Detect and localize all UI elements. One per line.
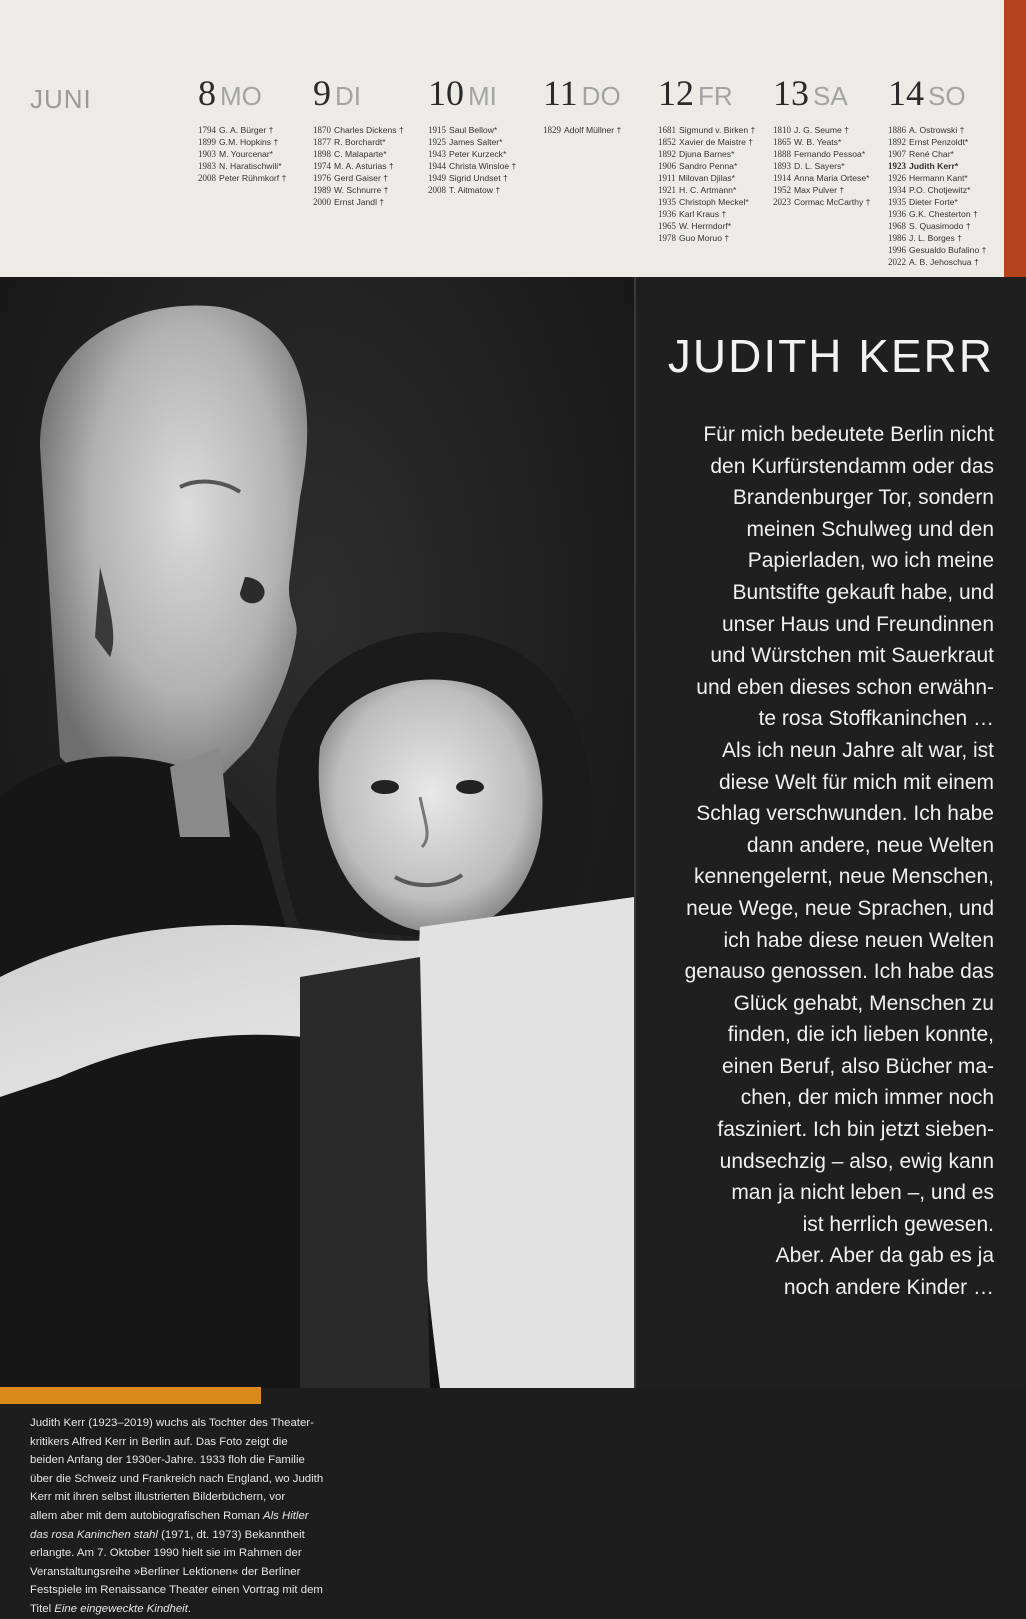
entry-year: 1978 bbox=[658, 233, 676, 243]
quote-line: genauso genossen. Ich habe das bbox=[684, 960, 994, 984]
day-name: DI bbox=[335, 81, 361, 111]
quote-line: Glück gehabt, Menschen zu bbox=[733, 991, 994, 1015]
entry-year: 1915 bbox=[428, 125, 446, 135]
quote-line: dann andere, neue Welten bbox=[746, 833, 994, 857]
entry-year: 1870 bbox=[313, 125, 331, 135]
quote-panel bbox=[636, 277, 1026, 1388]
caption-line: erlangte. Am 7. Oktober 1990 hielt sie im Rahmen der bbox=[30, 1547, 302, 1560]
calendar-header bbox=[0, 0, 1004, 277]
anniversary-entry bbox=[888, 124, 1003, 136]
anniversary-entry bbox=[658, 124, 773, 136]
anniversary-entry bbox=[773, 184, 888, 196]
entry-year: 1965 bbox=[658, 221, 676, 231]
anniversary-list bbox=[773, 124, 888, 208]
entry-name: Charles Dickens † bbox=[334, 125, 404, 135]
anniversary-entry bbox=[888, 208, 1003, 220]
anniversary-entry bbox=[658, 220, 773, 232]
quote-line: Buntstifte gekauft habe, und bbox=[732, 580, 994, 604]
quote-line: undsechzig – also, ewig kann bbox=[719, 1149, 994, 1173]
day-name: SA bbox=[813, 81, 848, 111]
entry-name: Milovan Djilas* bbox=[678, 173, 736, 183]
book-title: Als Hitler bbox=[263, 1509, 309, 1522]
day-name: MO bbox=[220, 81, 262, 111]
anniversary-entry bbox=[428, 124, 543, 136]
day-number: 13 bbox=[773, 73, 809, 113]
month-label: JUNI bbox=[30, 84, 92, 114]
day-column bbox=[773, 72, 888, 208]
entry-year: 1888 bbox=[773, 149, 791, 159]
caption-line: Festspiele im Renaissance Theater einen Vortrag mit dem bbox=[30, 1584, 323, 1597]
day-number: 11 bbox=[543, 73, 578, 113]
quote-line: Für mich bedeutete Berlin nicht bbox=[703, 423, 994, 446]
quote-line: den Kurfürstendamm oder das bbox=[710, 454, 994, 478]
anniversary-entry bbox=[773, 172, 888, 184]
caption-line: beiden Anfang der 1930er-Jahre. 1933 floh die Familie bbox=[30, 1454, 305, 1467]
entry-name: W. B. Yeats* bbox=[794, 137, 842, 147]
anniversary-entry bbox=[658, 232, 773, 244]
entry-year: 1903 bbox=[198, 149, 216, 159]
anniversary-entry bbox=[428, 160, 543, 172]
entry-year: 1898 bbox=[313, 149, 331, 159]
entry-year: 1865 bbox=[773, 137, 791, 147]
caption-text: (1971, dt. 1973) Bekanntheit bbox=[157, 1528, 305, 1541]
anniversary-entry bbox=[658, 148, 773, 160]
anniversary-entry bbox=[888, 232, 1003, 244]
caption-line bbox=[30, 1507, 375, 1526]
entry-name: Karl Kraus † bbox=[679, 209, 727, 219]
entry-name: Peter Kurzeck* bbox=[449, 149, 507, 159]
entry-name: C. Malaparte* bbox=[334, 149, 387, 159]
entry-year: 1986 bbox=[888, 233, 906, 243]
entry-name: Max Pulver † bbox=[794, 185, 845, 195]
anniversary-list bbox=[888, 124, 1003, 268]
day-name: SO bbox=[928, 81, 966, 111]
day-number: 9 bbox=[313, 73, 331, 113]
entry-year: 1926 bbox=[888, 173, 906, 183]
entry-year: 1976 bbox=[313, 173, 331, 183]
day-number: 10 bbox=[428, 73, 464, 113]
anniversary-entry bbox=[428, 136, 543, 148]
anniversary-entry bbox=[888, 148, 1003, 160]
quote-line: einen Beruf, also Bücher ma- bbox=[722, 1054, 994, 1078]
day-column bbox=[888, 72, 1003, 268]
day-column bbox=[198, 72, 313, 184]
entry-name: Judith Kerr* bbox=[909, 161, 959, 171]
anniversary-entry bbox=[773, 196, 888, 208]
anniversary-entry bbox=[773, 160, 888, 172]
quote-line: chen, der mich immer noch bbox=[740, 1086, 994, 1110]
anniversary-entry bbox=[428, 148, 543, 160]
entry-name: M. Yourcenar* bbox=[219, 149, 273, 159]
quote-text bbox=[649, 419, 994, 1304]
entry-name: Djuna Barnes* bbox=[679, 149, 735, 159]
quote-line: kennengelernt, neue Menschen, bbox=[693, 865, 994, 889]
entry-name: Ernst Jandl † bbox=[334, 197, 385, 207]
day-column bbox=[658, 72, 773, 244]
entry-name: W. Herrndorf* bbox=[679, 221, 732, 231]
anniversary-entry bbox=[198, 136, 313, 148]
entry-name: Christa Winsloe † bbox=[449, 161, 517, 171]
entry-name: G.M. Hopkins † bbox=[219, 137, 279, 147]
anniversary-list bbox=[313, 124, 428, 208]
entry-name: T. Aitmatow † bbox=[449, 185, 501, 195]
entry-year: 1996 bbox=[888, 245, 906, 255]
entry-year: 1925 bbox=[428, 137, 446, 147]
entry-name: Adolf Müllner † bbox=[564, 125, 622, 135]
anniversary-entry bbox=[313, 160, 428, 172]
photo-illustration bbox=[0, 277, 634, 1388]
entry-name: Christoph Meckel* bbox=[679, 197, 749, 207]
entry-year: 1877 bbox=[313, 137, 331, 147]
day-header bbox=[888, 72, 1003, 116]
anniversary-entry bbox=[313, 148, 428, 160]
quote-line: meinen Schulweg und den bbox=[746, 517, 994, 541]
entry-year: 1906 bbox=[658, 161, 676, 171]
entry-name: P.O. Chotjewitz* bbox=[909, 185, 971, 195]
anniversary-entry bbox=[658, 196, 773, 208]
entry-name: A. B. Jehoschua † bbox=[909, 257, 979, 267]
entry-name: J. L. Borges † bbox=[909, 233, 963, 243]
day-name: FR bbox=[698, 81, 733, 111]
entry-name: Sigrid Undset † bbox=[449, 173, 508, 183]
entry-name: J. G. Seume † bbox=[794, 125, 849, 135]
quote-line: Als ich neun Jahre alt war, ist bbox=[722, 738, 994, 762]
entry-year: 1681 bbox=[658, 125, 676, 135]
entry-year: 1893 bbox=[773, 161, 791, 171]
quote-line: diese Welt für mich mit einem bbox=[718, 770, 994, 794]
entry-name: Sandro Penna* bbox=[679, 161, 738, 171]
entry-year: 1949 bbox=[428, 173, 446, 183]
anniversary-entry bbox=[313, 136, 428, 148]
entry-year: 1907 bbox=[888, 149, 906, 159]
quote-line: Aber. Aber da gab es ja bbox=[775, 1244, 994, 1268]
entry-name: N. Haratischwili* bbox=[219, 161, 282, 171]
entry-name: G.K. Chesterton † bbox=[909, 209, 978, 219]
anniversary-entry bbox=[198, 160, 313, 172]
anniversary-entry bbox=[888, 136, 1003, 148]
entry-name: René Char* bbox=[909, 149, 954, 159]
anniversary-entry bbox=[428, 172, 543, 184]
day-header bbox=[198, 72, 313, 116]
photo-father-and-daughter bbox=[0, 277, 634, 1615]
entry-year: 1886 bbox=[888, 125, 906, 135]
entry-year: 1892 bbox=[658, 149, 676, 159]
anniversary-entry bbox=[198, 172, 313, 184]
anniversary-list bbox=[658, 124, 773, 244]
day-header bbox=[773, 72, 888, 116]
caption-line bbox=[30, 1526, 375, 1545]
entry-year: 2008 bbox=[428, 185, 446, 195]
entry-year: 1989 bbox=[313, 185, 331, 195]
anniversary-entry bbox=[888, 220, 1003, 232]
entry-name: Guo Moruo † bbox=[679, 233, 730, 243]
entry-name: W. Schnurre † bbox=[334, 185, 389, 195]
anniversary-entry bbox=[543, 124, 658, 136]
anniversary-entry bbox=[198, 124, 313, 136]
anniversary-list bbox=[543, 124, 658, 136]
anniversary-entry bbox=[888, 184, 1003, 196]
entry-name: Fernando Pessoa* bbox=[794, 149, 866, 159]
anniversary-entry bbox=[658, 208, 773, 220]
quote-line: ich habe diese neuen Welten bbox=[723, 928, 994, 952]
anniversary-entry bbox=[888, 256, 1003, 268]
caption-text: allem aber mit dem autobiografischen Roman bbox=[30, 1509, 263, 1522]
quote-line: ist herrlich gewesen. bbox=[802, 1212, 994, 1236]
caption-line: Kerr mit ihren selbst illustrierten Bilderbüchern, vor bbox=[30, 1491, 286, 1504]
entry-name: Dieter Forte* bbox=[909, 197, 958, 207]
day-header bbox=[428, 72, 543, 116]
caption-text: Titel bbox=[30, 1602, 55, 1615]
entry-name: Gesualdo Bufalino † bbox=[909, 245, 987, 255]
entry-name: Ernst Penzoldt* bbox=[909, 137, 969, 147]
caption-line: Judith Kerr (1923–2019) wuchs als Tochter des Theater- bbox=[30, 1417, 314, 1429]
entry-name: H. C. Artmann* bbox=[679, 185, 737, 195]
entry-year: 1810 bbox=[773, 125, 791, 135]
anniversary-entry bbox=[888, 160, 1003, 172]
entry-year: 2022 bbox=[888, 257, 906, 267]
day-column bbox=[543, 72, 658, 136]
entry-name: Hermann Kant* bbox=[909, 173, 968, 183]
entry-year: 2008 bbox=[198, 173, 216, 183]
anniversary-list bbox=[198, 124, 313, 184]
anniversary-entry bbox=[313, 184, 428, 196]
entry-year: 1829 bbox=[543, 125, 561, 135]
anniversary-entry bbox=[313, 196, 428, 208]
day-number: 8 bbox=[198, 73, 216, 113]
quote-line: Brandenburger Tor, sondern bbox=[732, 486, 994, 510]
entry-year: 1794 bbox=[198, 125, 216, 135]
entry-year: 1952 bbox=[773, 185, 791, 195]
entry-name: Peter Rühmkorf † bbox=[219, 173, 287, 183]
day-header bbox=[658, 72, 773, 116]
day-name: MI bbox=[468, 81, 497, 111]
quote-line: neue Wege, neue Sprachen, und bbox=[686, 896, 994, 920]
quote-line: und Würstchen mit Sauerkraut bbox=[710, 644, 994, 668]
anniversary-entry bbox=[313, 124, 428, 136]
feature-title: JUDITH KERR bbox=[667, 330, 994, 382]
quote-line: unser Haus und Freundinnen bbox=[721, 612, 994, 636]
entry-year: 1921 bbox=[658, 185, 676, 195]
entry-name: Sigmund v. Birken † bbox=[679, 125, 756, 135]
entry-year: 1935 bbox=[888, 197, 906, 207]
day-number: 12 bbox=[658, 73, 694, 113]
quote-line: te rosa Stoffkaninchen … bbox=[758, 707, 994, 731]
book-title: das rosa Kaninchen stahl bbox=[30, 1528, 158, 1541]
entry-name: Gerd Gaiser † bbox=[334, 173, 388, 183]
quote-line: fasziniert. Ich bin jetzt sieben- bbox=[717, 1118, 994, 1142]
day-name: DO bbox=[581, 81, 621, 111]
entry-name: James Salter* bbox=[449, 137, 503, 147]
entry-year: 2023 bbox=[773, 197, 791, 207]
anniversary-entry bbox=[773, 136, 888, 148]
quote-line: Schlag verschwunden. Ich habe bbox=[696, 802, 994, 826]
photo-caption bbox=[30, 1414, 375, 1619]
entry-year: 1944 bbox=[428, 161, 446, 171]
entry-name: Saul Bellow* bbox=[449, 125, 498, 135]
day-column bbox=[313, 72, 428, 208]
anniversary-entry bbox=[198, 148, 313, 160]
quote-line: und eben dieses schon erwähn- bbox=[696, 675, 994, 699]
entry-year: 1934 bbox=[888, 185, 906, 195]
anniversary-entry bbox=[658, 136, 773, 148]
anniversary-entry bbox=[773, 148, 888, 160]
anniversary-entry bbox=[658, 184, 773, 196]
caption-line: über die Schweiz und Frankreich nach England, wo Judith bbox=[30, 1472, 324, 1485]
entry-name: A. Ostrowski † bbox=[909, 125, 965, 135]
caption-line: Veranstaltungsreihe »Berliner Lektionen« der Berliner bbox=[30, 1565, 301, 1578]
entry-year: 1936 bbox=[888, 209, 906, 219]
caption-line: kritikers Alfred Kerr in Berlin auf. Das Foto zeigt die bbox=[30, 1435, 288, 1448]
entry-year: 1923 bbox=[888, 161, 906, 171]
entry-year: 1983 bbox=[198, 161, 216, 171]
entry-year: 1852 bbox=[658, 137, 676, 147]
entry-year: 1968 bbox=[888, 221, 906, 231]
quote-line: Papierladen, wo ich meine bbox=[747, 549, 994, 573]
entry-year: 1892 bbox=[888, 137, 906, 147]
entry-year: 1974 bbox=[313, 161, 331, 171]
anniversary-entry bbox=[658, 160, 773, 172]
entry-year: 1935 bbox=[658, 197, 676, 207]
accent-bar bbox=[1004, 0, 1026, 277]
lecture-title: Eine eingeweckte Kindheit bbox=[54, 1602, 188, 1615]
caption-line bbox=[30, 1600, 375, 1619]
anniversary-entry bbox=[428, 184, 543, 196]
day-number: 14 bbox=[888, 73, 924, 113]
entry-year: 1936 bbox=[658, 209, 676, 219]
entry-name: M. A. Asturias † bbox=[334, 161, 394, 171]
anniversary-entry bbox=[888, 244, 1003, 256]
day-column bbox=[428, 72, 543, 196]
entry-name: Anna Maria Ortese* bbox=[794, 173, 870, 183]
entry-name: G. A. Bürger † bbox=[219, 125, 274, 135]
entry-year: 1943 bbox=[428, 149, 446, 159]
caption-accent-line bbox=[0, 1387, 261, 1404]
anniversary-entry bbox=[313, 172, 428, 184]
quote-line: man ja nicht leben –, und es bbox=[731, 1181, 994, 1205]
entry-year: 2000 bbox=[313, 197, 331, 207]
anniversary-entry bbox=[888, 196, 1003, 208]
entry-year: 1899 bbox=[198, 137, 216, 147]
anniversary-entry bbox=[888, 172, 1003, 184]
anniversary-entry bbox=[658, 172, 773, 184]
entry-name: Xavier de Maistre † bbox=[679, 137, 754, 147]
anniversary-list bbox=[428, 124, 543, 196]
entry-year: 1914 bbox=[773, 173, 791, 183]
entry-name: Cormac McCarthy † bbox=[794, 197, 871, 207]
anniversary-entry bbox=[773, 124, 888, 136]
entry-name: R. Borchardt* bbox=[334, 137, 386, 147]
day-header bbox=[313, 72, 428, 116]
caption-text: . bbox=[187, 1602, 192, 1615]
quote-line: noch andere Kinder … bbox=[783, 1276, 994, 1300]
entry-year: 1911 bbox=[658, 173, 676, 183]
day-header bbox=[543, 72, 658, 116]
entry-name: S. Quasimodo † bbox=[909, 221, 971, 231]
entry-name: D. L. Sayers* bbox=[794, 161, 845, 171]
quote-line: finden, die ich lieben konnte, bbox=[727, 1023, 994, 1047]
